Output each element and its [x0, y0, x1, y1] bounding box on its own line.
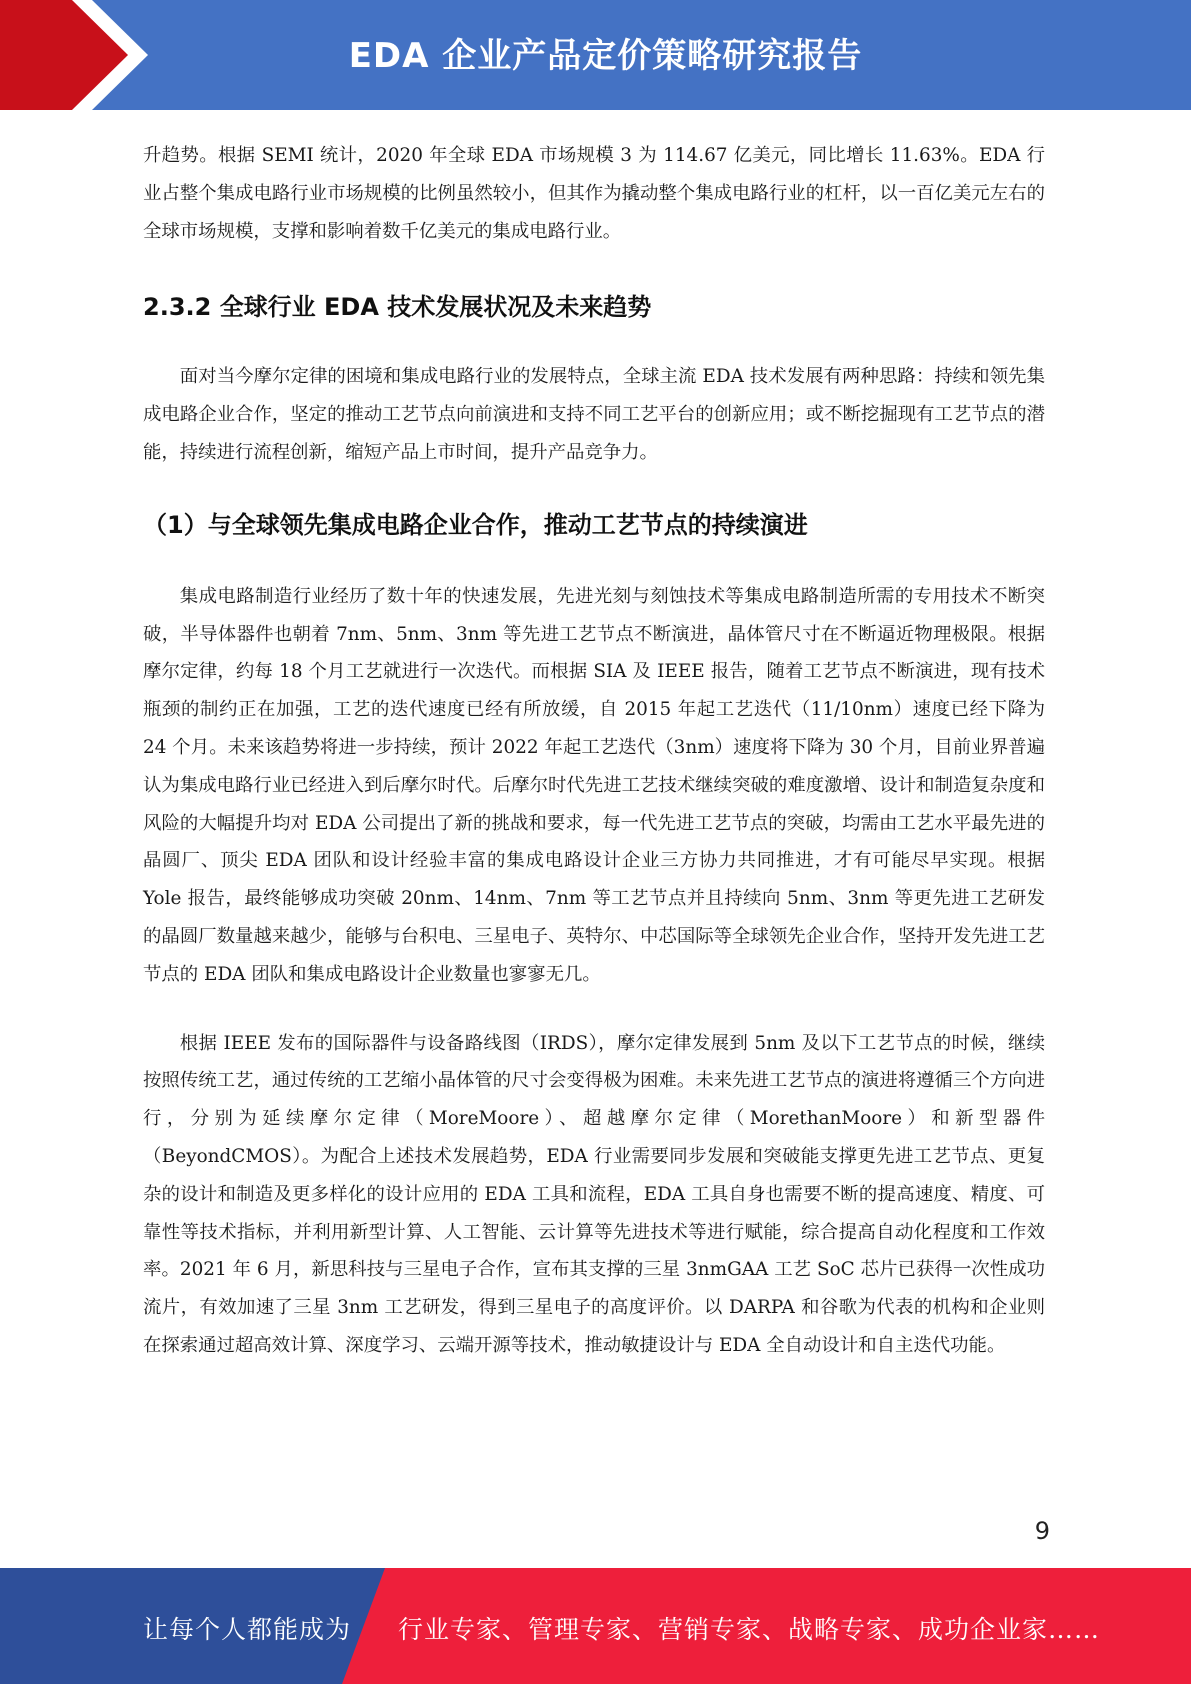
subheading-1: （1）与全球领先集成电路企业合作，推动工艺节点的持续演进	[143, 510, 808, 539]
footer-slogan-right: 行业专家、管理专家、营销专家、战略专家、成功企业家……	[398, 1615, 1101, 1644]
page-header	[0, 0, 1191, 110]
section-heading-2-3-2: 2.3.2 全球行业 EDA 技术发展状况及未来趋势	[143, 293, 652, 322]
footer-slogan-left: 让每个人都能成为	[143, 1615, 352, 1644]
paragraph-two-approaches: 面对当今摩尔定律的困境和集成电路行业的发展特点，全球主流 EDA 技术发展有两种思路：持续和领先集成电路企业合作，坚定的推动工艺节点向前演进和支持不同工艺平台的创新应用；或不断挖掘现有工艺节点的潜能，持续进行流程创新，缩短产品上市时间，提升产品竞争力。	[143, 366, 1045, 463]
header-title: EDA 企业产品定价策略研究报告	[348, 36, 863, 76]
intro-paragraph: 升趋势。根据 SEMI 统计，2020 年全球 EDA 市场规模 3 为 114.67 亿美元，同比增长 11.63%。EDA 行业占整个集成电路行业市场规模的比例虽然较小，但其作为撬动整个集成电路行业的杠杆，以一百亿美元左右的全球市场规模，支撑和影响着数千亿美元的集成电路行业。	[143, 145, 1045, 242]
page-number: 9	[1034, 1517, 1050, 1545]
document-body	[143, 137, 1045, 1365]
page-footer	[0, 1568, 1191, 1684]
paragraph-process-evolution: 集成电路制造行业经历了数十年的快速发展，先进光刻与刻蚀技术等集成电路制造所需的专用技术不断突破，半导体器件也朝着 7nm、5nm、3nm 等先进工艺节点不断演进，晶体管尺寸在不断逼近物理极限。根据摩尔定律，约每 18 个月工艺就进行一次迭代。而根据 SIA 及 IEEE 报告，随着工艺节点不断演进，现有技术瓶颈的制约正在加强，工艺的迭代速度已经有所放缓，自 2015 年起工艺迭代（11/10nm）速度已经下降为 24 个月。未来该趋势将进一步持续，预计 2022 年起工艺迭代（3nm）速度将下降为 30 个月，目前业界普遍认为集成电路行业已经进入到后摩尔时代。后摩尔时代先进工艺技术继续突破的难度激增、设计和制造复杂度和风险的大幅提升均对 EDA 公司提出了新的挑战和要求，每一代先进工艺节点的突破，均需由工艺水平最先进的晶圆厂、顶尖 EDA 团队和设计经验丰富的集成电路设计企业三方协力共同推进，才有可能尽早实现。根据 Yole 报告，最终能够成功突破 20nm、14nm、7nm 等工艺节点并且持续向 5nm、3nm 等更先进工艺研发的晶圆厂数量越来越少，能够与台积电、三星电子、英特尔、中芯国际等全球领先企业合作，坚持开发先进工艺节点的 EDA 团队和集成电路设计企业数量也寥寥无几。	[143, 585, 1045, 985]
paragraph-irds-roadmap: 根据 IEEE 发布的国际器件与设备路线图（IRDS），摩尔定律发展到 5nm 及以下工艺节点的时候，继续按照传统工艺，通过传统的工艺缩小晶体管的尺寸会变得极为困难。未来先进工艺节点的演进将遵循三个方向进行，分别为延续摩尔定律（MoreMoore）、超越摩尔定律（MorethanMoore）和新型器件（BeyondCMOS）。为配合上述技术发展趋势，EDA 行业需要同步发展和突破能支撑更先进工艺节点、更复杂的设计和制造及更多样化的设计应用的 EDA 工具和流程，EDA 工具自身也需要不断的提高速度、精度、可靠性等技术指标，并利用新型计算、人工智能、云计算等先进技术等进行赋能，综合提高自动化程度和工作效率。2021 年 6 月，新思科技与三星电子合作，宣布其支撑的三星 3nmGAA 工艺 SoC 芯片已获得一次性成功流片，有效加速了三星 3nm 工艺研发，得到三星电子的高度评价。以 DARPA 和谷歌为代表的机构和企业则在探索通过超高效计算、深度学习、云端开源等技术，推动敏捷设计与 EDA 全自动设计和自主迭代功能。	[143, 1032, 1045, 1356]
